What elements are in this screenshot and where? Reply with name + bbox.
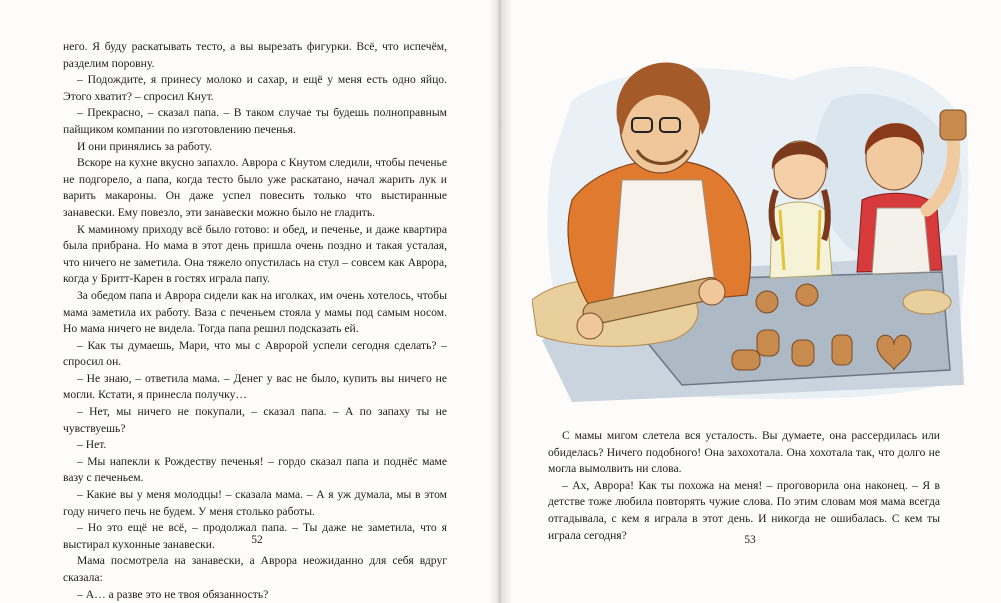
paragraph: – Нет. (77, 438, 107, 452)
cookie-held (940, 110, 966, 140)
paragraph: него. Я буду раскатывать тесто, а вы вырезать фигурки. Всё, что испечём, разделим поровну. (63, 40, 447, 70)
paragraph: – Мы напекли к Рождеству печенья! – гордо сказал папа и поднёс маме вазу с печеньем. (63, 454, 447, 485)
boy-apron (872, 208, 930, 274)
cookie-star (756, 291, 778, 313)
paragraph: За обедом папа и Аврора сидели как на иголках, им очень хотелось, чтобы мама заметила их работу. Ваза с печеньем стояла у мамы под самым носом. Но мама ничего не видела. Тогда папа решил подсказать ей. (63, 288, 447, 336)
paragraph: – Но это ещё не всё, – продолжал папа. – Ты даже не заметила, что я выстирал кухонные занавески. (63, 521, 447, 551)
paragraph: Мама посмотрела на занавески, а Аврора неожиданно для себя вдруг сказала: (63, 554, 447, 584)
illustration-baking-cookies (532, 40, 972, 410)
paragraph: – Нет, мы ничего не покупали, – сказал папа. – А по запаху ты не чувствуешь? (63, 405, 447, 435)
cookie-round (796, 284, 818, 306)
paragraph: – А… а разве это не твоя обязанность? (77, 587, 269, 601)
dad-hand-left (577, 313, 603, 339)
left-page-text (63, 39, 447, 603)
cookie-bear (792, 340, 814, 366)
paragraph: И они принялись за работу. (77, 139, 212, 153)
paragraph: – Ах, Аврора! Как ты похожа на меня! – проговорила она наконец. – Я в детстве тоже любила повторять чужие слова. По этим словам моя мама всегда отгадывала, с кем я играла в этот день. И никогда не ошибалась. С кем ты играла сегодня? (548, 478, 940, 542)
paragraph: К маминому приходу всё было готово: и обед, и печенье, и даже квартира была прибрана. Но мама в этот день пришла очень поздно и такая усталая, что ничего не заметила. Она тяжело опустилась на стул – совсем как Аврора, когда у Бритт-Карен в гостях играла папу. (63, 222, 447, 286)
paragraph: – Прекрасно, – сказал папа. – В таком случае ты будешь полноправным пайщиком компании по изготовлению печенья. (63, 106, 447, 136)
paragraph: С мамы мигом слетела вся усталость. Вы думаете, она рассердилась или обиделась? Ничего подобного! Она захохотала. Она хохотала так, что долго не могла вымолвить ни слова. (548, 429, 940, 476)
right-page-text (548, 428, 940, 544)
paragraph: Вскоре на кухне вкусно запахло. Аврора с Кнутом следили, чтобы печенье не подгорело, а папа, когда тесто было уже раскатано, начал жарить лук и варить макароны. Он даже успел повесить только что выстиранные занавески. Ему повезло, эти занавески можно было не гладить. (63, 156, 447, 219)
page-number-right: 53 (744, 534, 756, 546)
dough-scrap (903, 290, 951, 314)
page-number-left: 52 (251, 534, 263, 546)
dad-hand-right (699, 279, 725, 305)
cookie-gingerbread (832, 335, 852, 365)
cookie-elephant (732, 350, 760, 370)
book-gutter (489, 0, 513, 603)
paragraph: – Подождите, я принесу молоко и сахар, и ещё у меня есть одно яйцо. Этого хватит? – спросил Кнут. (63, 73, 447, 103)
paragraph: – Не знаю, – ответила мама. – Денег у вас не было, купить вы ничего не могли. Кстати, я принесла получку… (63, 371, 447, 402)
paragraph: – Какие вы у меня молодцы! – сказала мама. – А я уж думала, мы в этом году ничего печь не будем. У меня столько работы. (63, 488, 447, 518)
cookie-bear (757, 330, 779, 356)
paragraph: – Как ты думаешь, Мари, что мы с Авророй успели сегодня сделать? – спросил он. (63, 338, 447, 369)
girl-figure (770, 141, 832, 278)
